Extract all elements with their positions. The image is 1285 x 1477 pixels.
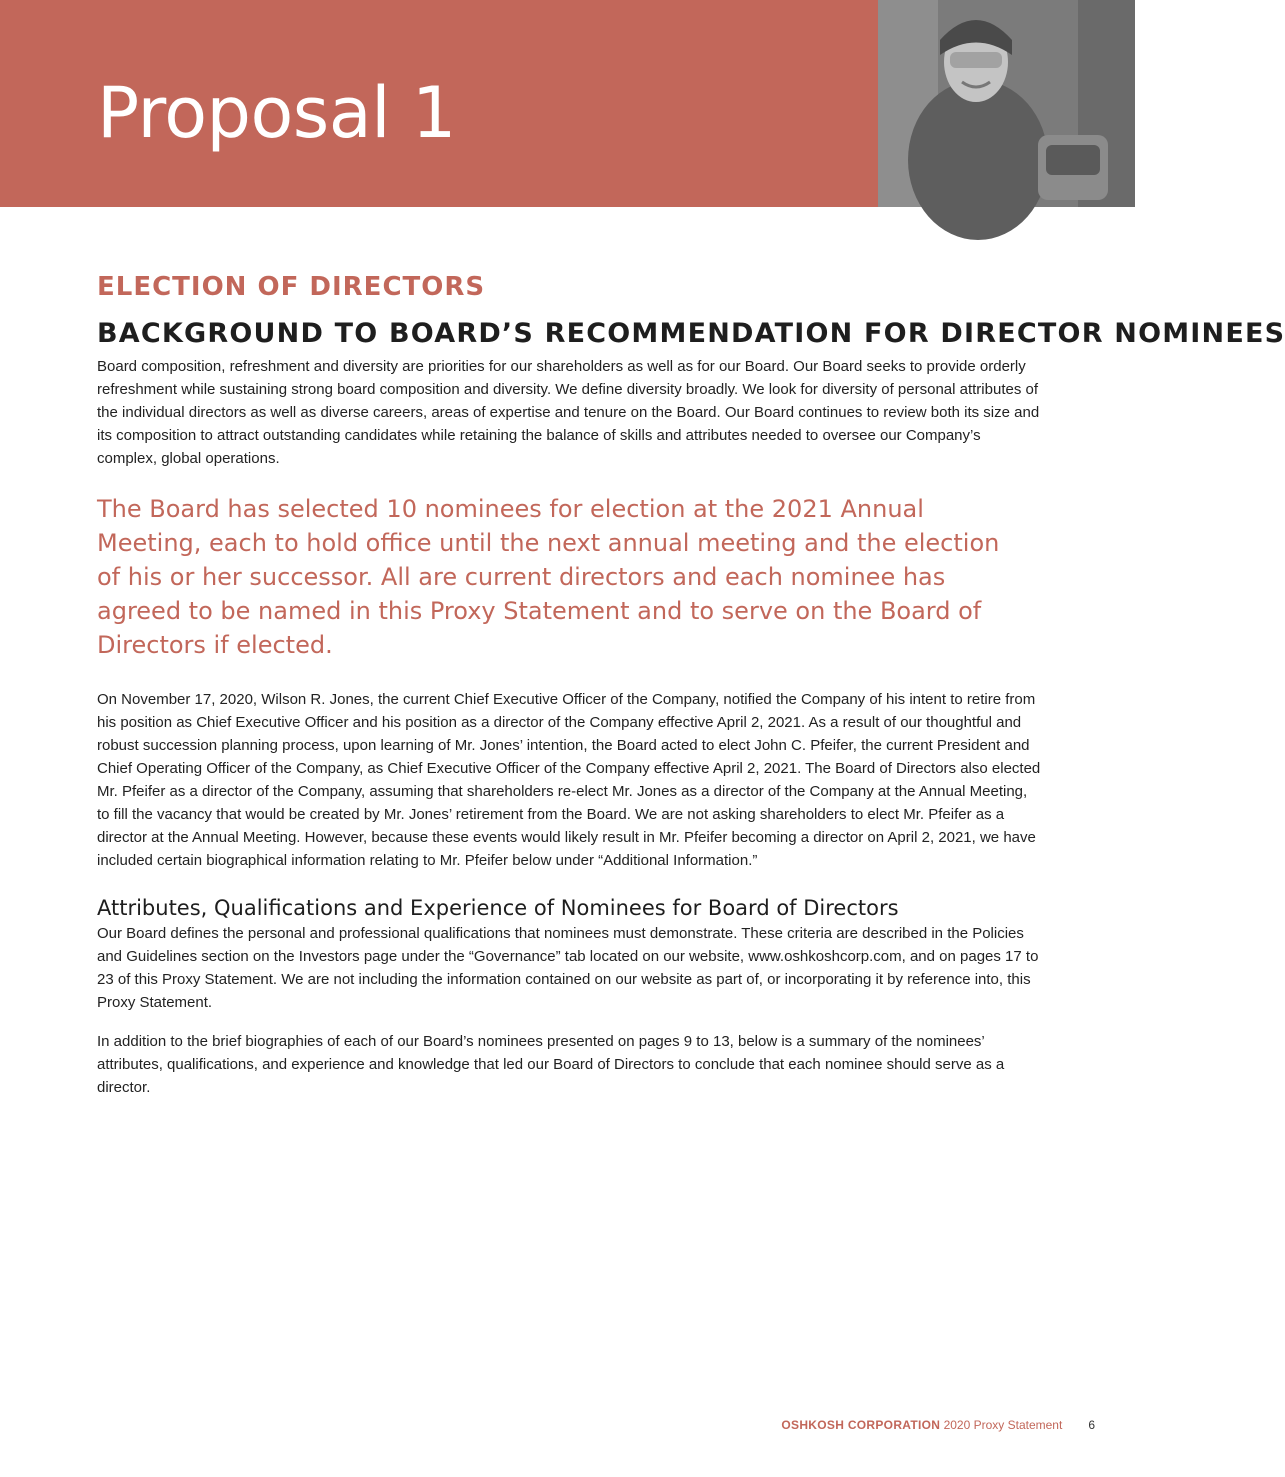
worker-photo-illustration — [878, 0, 1135, 207]
footer-company: OSHKOSH CORPORATION — [781, 1418, 941, 1432]
attributes-heading: Attributes, Qualifications and Experience of Nominees for Board of Directors — [97, 896, 899, 920]
section-title: ELECTION OF DIRECTORS — [97, 272, 486, 302]
section-subtitle: BACKGROUND TO BOARD’S RECOMMENDATION FOR DIRECTOR NOMINEES — [97, 318, 1285, 349]
main-content — [97, 272, 1285, 1099]
attributes-paragraph-2: In addition to the brief biographies of each of our Board’s nominees presented on pages 9 to 13, below is a summary of the nominees’ attributes, qualifications, and experience and knowledge that led our Board of Directors to conclude that each nominee should serve as a director. — [97, 1033, 1005, 1096]
attributes-paragraph-1: Our Board defines the personal and professional qualifications that nominees must demonstrate. These criteria are described in the Policies and Guidelines section on the Investors page under the “Governance” tab located on our website, www.oshkoshcorp.com, and on pages 17 to 23 of this Proxy Statement. We are not including the information contained on our website as part of, or incorporating it by reference into, this Proxy Statement. — [97, 925, 1039, 1011]
footer-document: 2020 Proxy Statement — [943, 1418, 1063, 1432]
footer-label — [781, 1418, 1062, 1432]
page-title: Proposal 1 — [97, 72, 456, 154]
page-number: 6 — [1088, 1418, 1095, 1432]
page-footer — [781, 1418, 1095, 1432]
intro-paragraph: Board composition, refreshment and diversity are priorities for our shareholders as well as for our Board. Our Board seeks to provide orderly refreshment while sustaining strong board composition and diversity. We define diversity broadly. We look for diversity of personal attributes of the individual directors as well as diverse careers, areas of expertise and tenure on the Board. Our Board continues to review both its size and its composition to attract outstanding candidates while retaining the balance of skills and attributes needed to oversee our Company’s complex, global operations. — [97, 358, 1040, 467]
header-banner — [0, 0, 878, 207]
header-photo — [878, 0, 1135, 207]
callout-statement: The Board has selected 10 nominees for election at the 2021 Annual Meeting, each to hold office until the next annual meeting and the election of his or her successor. All are current directors and each nominee has agreed to be named in this Proxy Statement and to serve on the Board of Directors if elected. — [97, 495, 1000, 659]
succession-paragraph: On November 17, 2020, Wilson R. Jones, the current Chief Executive Officer of the Company, notified the Company of his intent to retire from his position as Chief Executive Officer and his position as a director of the Company effective April 2, 2021. As a result of our thoughtful and robust succession planning process, upon learning of Mr. Jones’ intention, the Board acted to elect John C. Pfeifer, the current President and Chief Operating Officer of the Company, as Chief Executive Officer of the Company effective April 2, 2021. The Board of Directors also elected Mr. Pfeifer as a director of the Company, assuming that shareholders re-elect Mr. Jones as a director of the Company at the Annual Meeting, to fill the vacancy that would be created by Mr. Jones’ retirement from the Board. We are not asking shareholders to elect Mr. Pfeifer as a director at the Annual Meeting. However, because these events would likely result in Mr. Pfeifer becoming a director on April 2, 2021, we have included certain biographical information relating to Mr. Pfeifer below under “Additional Information.” — [97, 691, 1041, 869]
